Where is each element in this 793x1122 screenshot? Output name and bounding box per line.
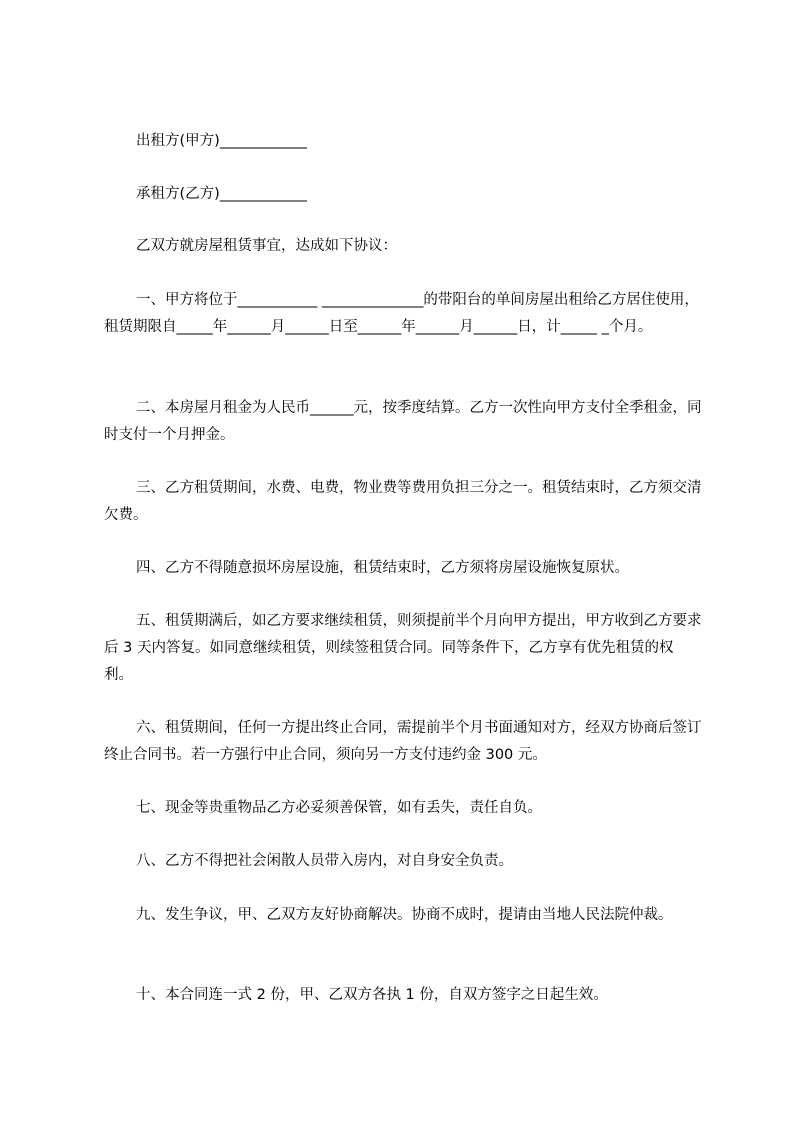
clause-10: 十、本合同连一式 2 份，甲、乙双方各执 1 份，自双方签字之日起生效。 (136, 987, 608, 1003)
clause-6: 六、租赁期间，任何一方提出终止合同，需提前半个月书面通知对方，经双方协商后签订终止合同书。若一方强行中止合同，须向另一方支付违约金 300 元。 (104, 720, 702, 763)
clause-2: 二、本房屋月租金为人民币______元，按季度结算。乙方一次性向甲方支付全季租金，同时支付一个月押金。 (104, 400, 702, 443)
clause-5: 五、租赁期满后，如乙方要求继续租赁，则须提前半个月向甲方提出，甲方收到乙方要求后 3 天内答复。如同意继续租赁，则续签租赁合同。同等条件下，乙方享有优先租赁的权利。 (104, 613, 702, 683)
lessor-line: 出租方(甲方)____________ (136, 133, 307, 149)
clause-1: 一、甲方将位于___________ ______________的带阳台的单间房屋出租给乙方居住使用，租赁期限自_____年______月______日至______年______月______日，计_____ _个月。 (104, 292, 699, 335)
clause-9: 九、发生争议，甲、乙双方友好协商解决。协商不成时，提请由当地人民法院仲裁。 (136, 907, 673, 923)
intro-paragraph: 乙双方就房屋租赁事宜，达成如下协议： (136, 238, 397, 254)
clause-8: 八、乙方不得把社会闲散人员带入房内，对自身安全负责。 (136, 853, 513, 869)
clause-4: 四、乙方不得随意损坏房屋设施，租赁结束时，乙方须将房屋设施恢复原状。 (136, 560, 629, 576)
clause-3: 三、乙方租赁期间，水费、电费，物业费等费用负担三分之一。租赁结束时，乙方须交清欠费。 (104, 480, 702, 523)
lessee-line: 承租方(乙方)____________ (136, 186, 307, 202)
clause-7: 七、现金等贵重物品乙方必妥须善保管，如有丢失，责任自负。 (136, 800, 542, 816)
